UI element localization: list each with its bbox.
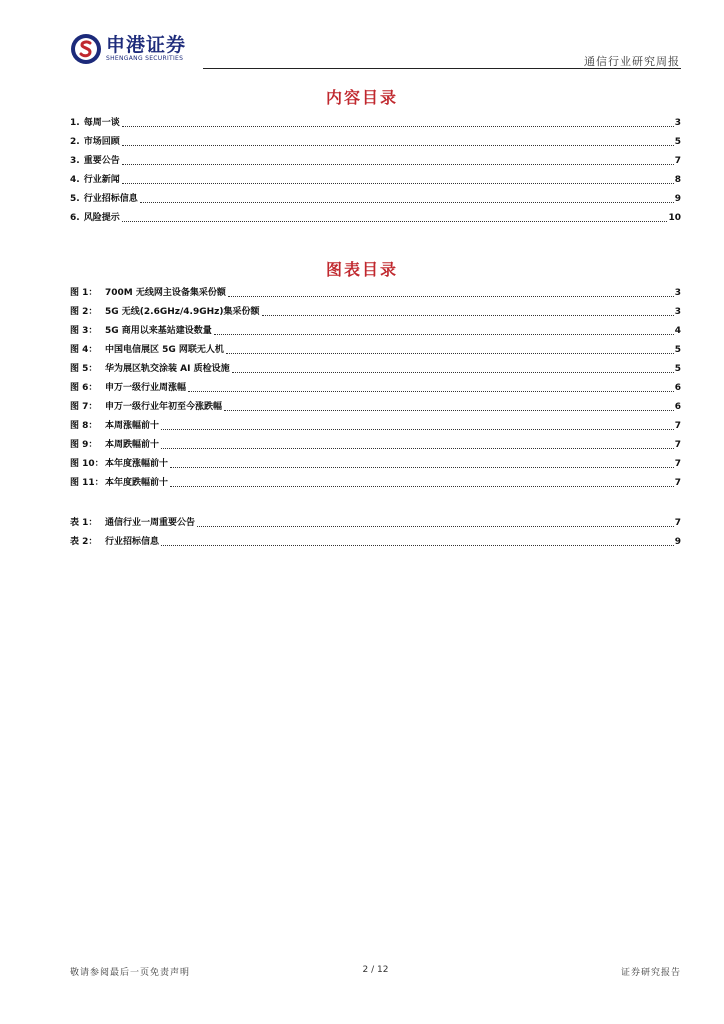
toc-entry-label: 本年度跌幅前十 bbox=[105, 478, 169, 488]
toc-entry-number: 表 2： bbox=[70, 537, 98, 547]
contents-list bbox=[70, 110, 681, 224]
toc-entry-label: 5G 无线(2.6GHz/4.9GHz)集采份额 bbox=[105, 307, 260, 317]
toc-entry-page: 7 bbox=[674, 518, 681, 528]
toc-entry-label: 本周跌幅前十 bbox=[105, 440, 160, 450]
toc-entry-label: 5G 商用以来基站建设数量 bbox=[105, 326, 212, 336]
toc-entry[interactable] bbox=[70, 205, 681, 224]
toc-entry-title[interactable] bbox=[70, 518, 196, 529]
toc-entry-title[interactable] bbox=[70, 156, 121, 167]
toc-entry-page: 7 bbox=[674, 478, 681, 488]
contents-title: 内容目录 bbox=[325, 88, 398, 107]
toc-entry-number: 5. bbox=[70, 194, 80, 204]
toc-entry-number: 图 5： bbox=[70, 364, 98, 374]
toc-entry-title[interactable] bbox=[70, 307, 261, 318]
toc-dot-leader bbox=[122, 125, 674, 127]
toc-dot-leader bbox=[161, 447, 674, 449]
toc-entry-page: 7 bbox=[674, 156, 681, 166]
toc-entry-title[interactable] bbox=[70, 421, 160, 432]
toc-entry-label: 中国电信展区 5G 网联无人机 bbox=[105, 345, 224, 355]
toc-entry-title[interactable] bbox=[70, 194, 139, 205]
toc-entry-number: 图 1： bbox=[70, 288, 98, 298]
toc-entry-page: 8 bbox=[674, 175, 681, 185]
toc-entry-page: 4 bbox=[674, 326, 681, 336]
toc-dot-leader bbox=[224, 409, 674, 411]
toc-entry-title[interactable] bbox=[70, 288, 227, 299]
toc-entry-title[interactable] bbox=[70, 326, 213, 337]
toc-entry-label: 700M 无线网主设备集采份额 bbox=[105, 288, 226, 298]
company-logo bbox=[70, 33, 186, 65]
toc-entry-title[interactable] bbox=[70, 137, 121, 148]
page-number: 2 / 12 bbox=[362, 965, 389, 975]
toc-entry-number: 图 2： bbox=[70, 307, 98, 317]
toc-entry[interactable] bbox=[70, 432, 681, 451]
page-header bbox=[70, 33, 682, 71]
toc-entry[interactable] bbox=[70, 167, 681, 186]
toc-dot-leader bbox=[122, 182, 674, 184]
figures-list bbox=[70, 280, 681, 489]
toc-entry[interactable] bbox=[70, 318, 681, 337]
toc-entry-page: 6 bbox=[674, 383, 681, 393]
toc-entry-label: 重要公告 bbox=[83, 156, 120, 166]
toc-entry-title[interactable] bbox=[70, 478, 169, 489]
toc-dot-leader bbox=[188, 390, 674, 392]
toc-entry-title[interactable] bbox=[70, 345, 225, 356]
toc-entry[interactable] bbox=[70, 375, 681, 394]
tables-list bbox=[70, 510, 681, 548]
toc-entry-number: 图 8： bbox=[70, 421, 98, 431]
toc-dot-leader bbox=[170, 466, 674, 468]
toc-dot-leader bbox=[122, 220, 668, 222]
toc-dot-leader bbox=[232, 371, 674, 373]
toc-entry-number: 图 11： bbox=[70, 478, 104, 488]
toc-entry-page: 9 bbox=[674, 194, 681, 204]
toc-entry[interactable] bbox=[70, 451, 681, 470]
toc-entry-page: 3 bbox=[674, 288, 681, 298]
toc-entry[interactable] bbox=[70, 110, 681, 129]
toc-entry-title[interactable] bbox=[70, 364, 231, 375]
toc-entry-number: 2. bbox=[70, 137, 80, 147]
shengang-logo-icon bbox=[70, 33, 102, 65]
toc-entry-number: 图 9： bbox=[70, 440, 98, 450]
toc-entry[interactable] bbox=[70, 394, 681, 413]
toc-dot-leader bbox=[228, 295, 674, 297]
toc-entry-title[interactable] bbox=[70, 440, 160, 451]
toc-entry-label: 市场回顾 bbox=[83, 137, 120, 147]
toc-entry-label: 申万一级行业周涨幅 bbox=[105, 383, 187, 393]
toc-dot-leader bbox=[197, 525, 674, 527]
toc-entry-label: 行业新闻 bbox=[83, 175, 120, 185]
toc-entry-page: 7 bbox=[674, 421, 681, 431]
toc-entry-label: 风险提示 bbox=[83, 213, 120, 223]
toc-dot-leader bbox=[140, 201, 674, 203]
toc-entry[interactable] bbox=[70, 148, 681, 167]
toc-entry-label: 行业招标信息 bbox=[83, 194, 138, 204]
toc-entry-title[interactable] bbox=[70, 402, 223, 413]
toc-entry-number: 图 10： bbox=[70, 459, 104, 469]
toc-entry-label: 行业招标信息 bbox=[105, 537, 160, 547]
report-type: 通信行业研究周报 bbox=[584, 55, 680, 68]
toc-entry[interactable] bbox=[70, 510, 681, 529]
disclaimer-note: 敬请参阅最后一页免责声明 bbox=[70, 968, 191, 978]
toc-entry-page: 5 bbox=[674, 364, 681, 374]
toc-entry-page: 5 bbox=[674, 345, 681, 355]
toc-entry-number: 图 4： bbox=[70, 345, 98, 355]
toc-entry-page: 5 bbox=[674, 137, 681, 147]
toc-entry-page: 6 bbox=[674, 402, 681, 412]
toc-entry-label: 本周涨幅前十 bbox=[105, 421, 160, 431]
toc-entry-title[interactable] bbox=[70, 213, 121, 224]
toc-entry[interactable] bbox=[70, 529, 681, 548]
toc-entry[interactable] bbox=[70, 470, 681, 489]
toc-dot-leader bbox=[214, 333, 674, 335]
toc-entry-number: 4. bbox=[70, 175, 80, 185]
toc-entry-page: 9 bbox=[674, 537, 681, 547]
toc-entry-label: 申万一级行业年初至今涨跌幅 bbox=[105, 402, 223, 412]
toc-entry[interactable] bbox=[70, 337, 681, 356]
document-type: 证券研究报告 bbox=[620, 968, 681, 978]
toc-entry[interactable] bbox=[70, 129, 681, 148]
toc-entry[interactable] bbox=[70, 186, 681, 205]
toc-entry-label: 本年度涨幅前十 bbox=[105, 459, 169, 469]
toc-entry-title[interactable] bbox=[70, 118, 121, 129]
toc-dot-leader bbox=[161, 428, 674, 430]
figures-title: 图表目录 bbox=[325, 260, 398, 279]
toc-entry-page: 3 bbox=[674, 307, 681, 317]
toc-entry-number: 6. bbox=[70, 213, 80, 223]
toc-entry[interactable] bbox=[70, 299, 681, 318]
toc-entry-title[interactable] bbox=[70, 175, 121, 186]
toc-entry-number: 图 3： bbox=[70, 326, 98, 336]
toc-entry-page: 7 bbox=[674, 459, 681, 469]
toc-entry-number: 表 1： bbox=[70, 518, 98, 528]
toc-dot-leader bbox=[262, 314, 674, 316]
toc-dot-leader bbox=[226, 352, 674, 354]
toc-entry-number: 图 6： bbox=[70, 383, 98, 393]
toc-entry-page: 3 bbox=[674, 118, 681, 128]
company-name-cn: 申港证券 bbox=[106, 34, 187, 56]
toc-entry-title[interactable] bbox=[70, 537, 160, 548]
toc-entry-label: 通信行业一周重要公告 bbox=[105, 518, 196, 528]
company-name-en: SHENGANG SECURITIES bbox=[106, 55, 184, 62]
toc-dot-leader bbox=[161, 544, 674, 546]
toc-entry[interactable] bbox=[70, 413, 681, 432]
toc-entry-page: 7 bbox=[674, 440, 681, 450]
toc-entry-label: 每周一谈 bbox=[83, 118, 120, 128]
toc-entry[interactable] bbox=[70, 280, 681, 299]
toc-dot-leader bbox=[170, 485, 674, 487]
toc-entry[interactable] bbox=[70, 356, 681, 375]
toc-entry-number: 图 7： bbox=[70, 402, 98, 412]
toc-entry-number: 1. bbox=[70, 118, 80, 128]
toc-dot-leader bbox=[122, 144, 674, 146]
toc-dot-leader bbox=[122, 163, 674, 165]
page-footer bbox=[70, 965, 681, 981]
toc-entry-title[interactable] bbox=[70, 383, 187, 394]
toc-entry-number: 3. bbox=[70, 156, 80, 166]
toc-entry-label: 华为展区轨交涂装 AI 质检设施 bbox=[105, 364, 230, 374]
toc-entry-page: 10 bbox=[668, 213, 681, 223]
toc-entry-title[interactable] bbox=[70, 459, 169, 470]
